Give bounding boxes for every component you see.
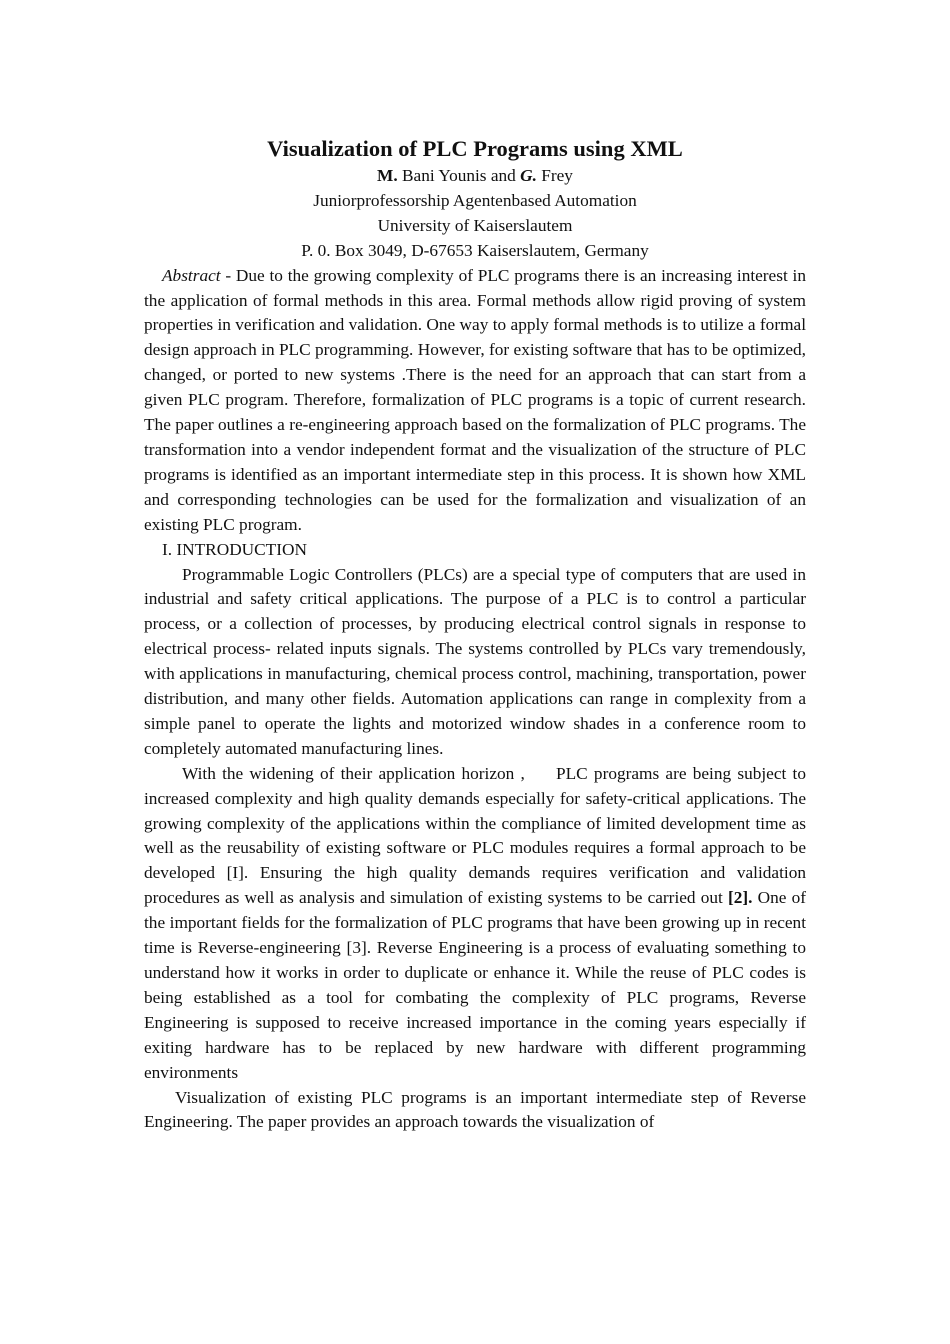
paper-page — [144, 134, 806, 1135]
author-1-initial: M. — [377, 166, 398, 185]
affiliation-line-1: Juniorprofessorship Agentenbased Automation — [313, 190, 637, 210]
author-1-name: Bani Younis and — [397, 166, 521, 185]
abstract-label: Abstract — [162, 265, 221, 285]
abstract — [144, 264, 806, 538]
paragraph-2-text-a: With the widening of their application horizon , PLC programs are being subject to increased complexity and high quality demands especially for safety-critical applications. The growing complexity of the applications within the compliance of limited development time as well as the reusability of existing software or PLC modules requires a formal approach to be developed [I]. Ensuring the high quality demands requires verification and validation procedures as well as analysis and simulation of existing systems to be carried out — [144, 763, 806, 908]
affiliation-line-3: P. 0. Box 3049, D-67653 Kaiserslautem, Germany — [301, 240, 649, 260]
author-line — [144, 164, 806, 189]
author-2-initial: G. — [520, 166, 537, 185]
citation-2: [2]. — [727, 888, 753, 908]
paragraph-2-text-b: One of the important fields for the formalization of PLC programs that have been growing up in recent time is Reverse-engineering [3]. Reverse Engineering is a process of evaluating something to understand how it works in order to duplicate or enhance it. While the reuse of PLC codes is being established as a tool for combating the complexity of PLC programs, Reverse Engineering is supposed to receive increased importance in the coming years especially if exiting hardware has to be replaced by new hardware with different programming environments — [144, 888, 806, 1082]
author-2-name: Frey — [536, 166, 573, 185]
affiliation-line-2: University of Kaiserslautem — [377, 215, 573, 235]
section-heading: I. INTRODUCTION — [162, 539, 307, 559]
paragraph-2 — [144, 762, 806, 1086]
paper-title: Visualization of PLC Programs using XML — [267, 136, 683, 161]
paragraph-3: Visualization of existing PLC programs is an important intermediate step of Reverse Engineering. The paper provides an approach towards the visualization of — [144, 1087, 806, 1132]
abstract-text: - Due to the growing complexity of PLC programs there is an increasing interest in the application of formal methods in this area. Formal methods allow rigid proving of system properties in verification and validation. One way to apply formal methods is to utilize a formal design approach in PLC programming. However, for existing software that has to be optimized, changed, or ported to new systems .There is the need for an approach that can start from a given PLC program. Therefore, formalization of PLC programs is a topic of current research. The paper outlines a re-engineering approach based on the formalization of PLC programs. The transformation into a vendor independent format and the visualization of the structure of PLC programs is identified as an important intermediate step in this process. It is shown how XML and corresponding technologies can be used for the formalization and visualization of an existing PLC program. — [144, 265, 806, 534]
paragraph-1: Programmable Logic Controllers (PLCs) are a special type of computers that are used in industrial and safety critical applications. The purpose of a PLC is to control a particular process, or a collection of processes, by producing electrical control signals in response to electrical process- related inputs signals. The systems controlled by PLCs vary tremendously, with applications in manufacturing, chemical process control, machining, transportation, power distribution, and many other fields. Automation applications can range in complexity from a simple panel to operate the lights and motorized window shades in a conference room to completely automated manufacturing lines. — [144, 564, 806, 758]
